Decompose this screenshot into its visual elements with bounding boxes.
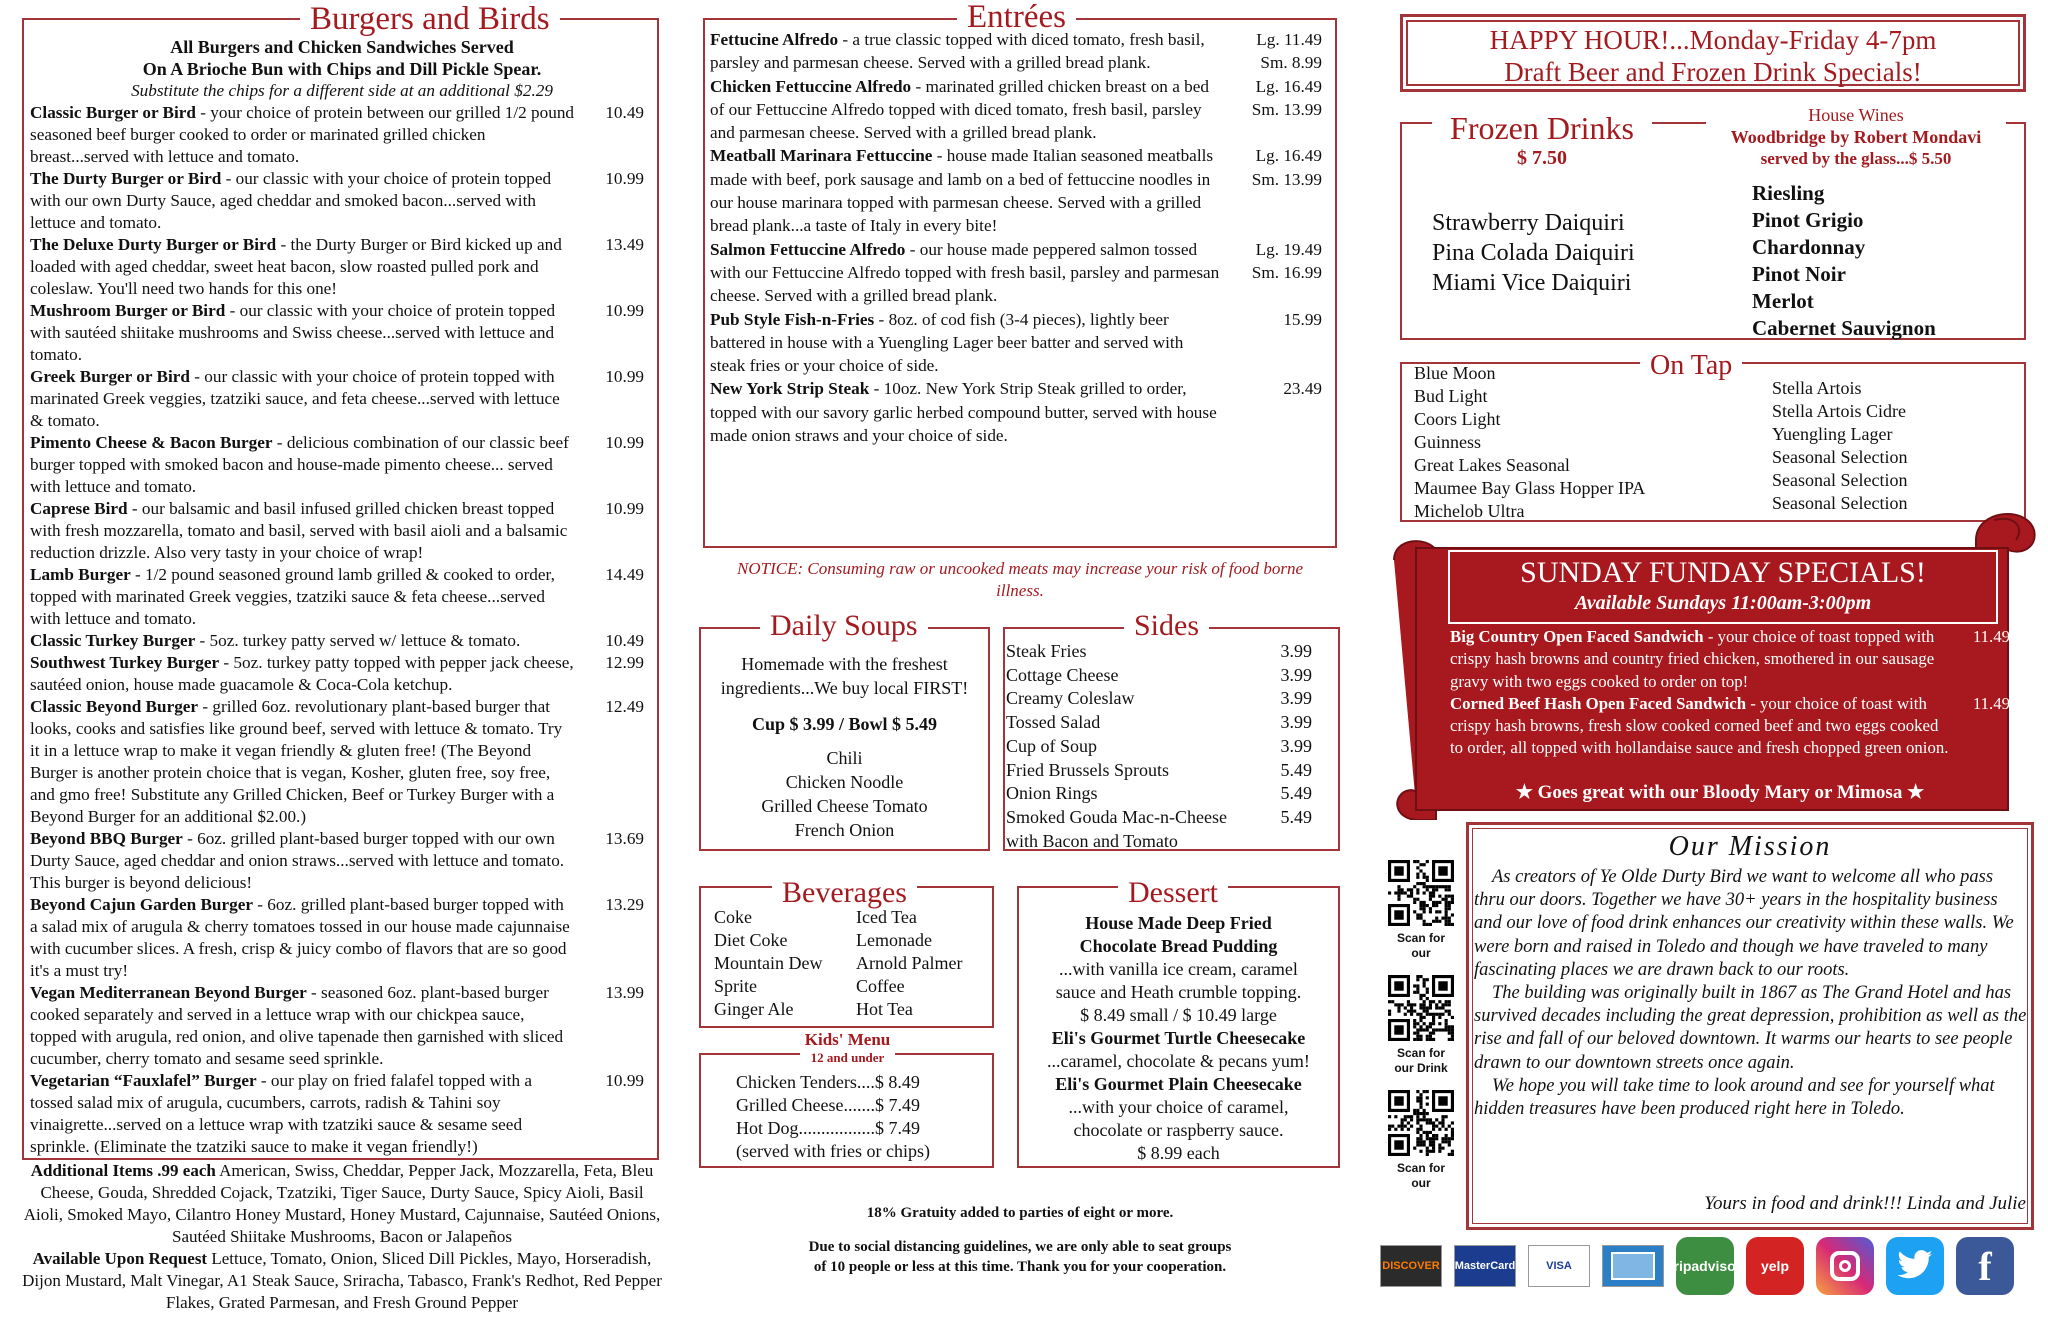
burger-price: 10.49 (605, 631, 644, 650)
beverage-item: Coke (714, 907, 752, 927)
yelp-label: yelp (1760, 1258, 1789, 1274)
sunday-item-name: Corned Beef Hash Open Faced Sandwich (1450, 693, 1747, 713)
burger-desc: - your choice of protein between our grilled 1/2 pound seasoned beef burger cooked to order or marinated grilled chicken breast...served with lettuce and tomato. (30, 103, 575, 166)
side-list (1006, 640, 1334, 853)
additional-items (22, 1160, 662, 1314)
burger-price: 10.99 (605, 367, 644, 386)
tap-item: Blue Moon (1414, 363, 1496, 383)
tap-col-2 (1772, 377, 2012, 515)
sunday-header (1448, 556, 1998, 616)
qr-label: Scan for (1396, 1161, 1445, 1175)
burger-price: 10.99 (605, 301, 644, 320)
entree-desc: - a true classic topped with diced tomato, fresh basil, parsley and parmesan cheese. Served with a grilled bread plank. (710, 30, 1205, 73)
dessert-line: House Made Deep Fried (1085, 913, 1272, 933)
soups-intro: Homemade with the freshest ingredients...We buy local FIRST! (720, 654, 969, 698)
beverage-item: Iced Tea (856, 907, 917, 927)
side-item (1006, 735, 1334, 759)
entree-list (710, 28, 1332, 447)
entree-price-large: 23.49 (1283, 379, 1322, 399)
burger-desc: - our classic with your choice of protein topped with sautéed shiitake mushrooms and Swiss cheese...served with lettuce and tomato. (30, 301, 556, 364)
burger-item (30, 300, 654, 366)
burger-name: Classic Turkey Burger (30, 631, 196, 650)
burger-price: 10.49 (605, 103, 644, 122)
beverage-item: Coffee (856, 976, 905, 996)
wine-item: Cabernet Sauvignon (1752, 316, 1936, 340)
side-name: Tossed Salad (1006, 712, 1101, 733)
entree-desc: - our house made peppered salmon tossed with our Fettuccine Alfredo topped with fresh basil, parsley and parmesan cheese. Served with a grilled bread plank. (710, 239, 1220, 306)
burger-name: Beyond Cajun Garden Burger (30, 895, 253, 914)
qr-code-icon[interactable] (1388, 975, 1454, 1041)
side-name: with Bacon and Tomato (1006, 830, 1178, 851)
qr-label: Scan for (1396, 1046, 1445, 1060)
icon-row (1380, 1236, 2030, 1296)
request-label: Available Upon Request (32, 1249, 208, 1268)
entree-item (710, 377, 1332, 447)
dessert-line: Eli's Gourmet Turtle Cheesecake (1051, 1028, 1306, 1048)
on-tap-title: On Tap (1640, 349, 1742, 383)
qr-code-icon[interactable] (1388, 1090, 1454, 1156)
qr-code-block[interactable] (1384, 860, 1458, 961)
tap-item: Seasonal Selection (1772, 447, 1908, 467)
tap-item: Seasonal Selection (1772, 493, 1908, 513)
entree-price (1283, 308, 1322, 331)
wines-header (1706, 104, 2006, 169)
soups-title: Daily Soups (760, 609, 928, 643)
burger-item (30, 1070, 654, 1158)
entree-name: Chicken Fettuccine Alfredo (710, 76, 912, 96)
beverage-item: Sprite (714, 976, 757, 996)
mission-text (1474, 866, 2028, 1121)
entree-desc: - house made Italian seasoned meatballs made with beef, pork sausage and lamb on a bed of fettuccine noodles in our house marinara topped with parmesan cheese. Served with a grilled bread plank...a taste of Italy in every bite! (710, 146, 1214, 236)
sunday-item (1450, 626, 2022, 693)
side-price: 5.49 (1280, 806, 1312, 827)
discover-icon[interactable] (1380, 1245, 1442, 1287)
burger-desc: - our classic with your choice of protein topped with our own Durty Sauce, aged cheddar and smoked bacon...served with lettuce and tomato. (30, 169, 552, 232)
burger-price: 12.99 (605, 653, 644, 672)
burger-price: 14.49 (605, 565, 644, 584)
mission-paragraph: We hope you will take time to look around and see for yourself what hidden treasures have been produced right here in Toledo. (1474, 1075, 1995, 1120)
entree-item (710, 75, 1332, 145)
sunday-subtitle: Available Sundays 11:00am-3:00pm (1574, 592, 1872, 614)
burgers-intro-2: On A Brioche Bun with Chips and Dill Pickle Spear. (142, 59, 542, 79)
mastercard-label: MasterCard (1454, 1260, 1516, 1272)
entree-price (1283, 377, 1322, 400)
dessert-line: Chocolate Bread Pudding (1079, 936, 1278, 956)
side-item (1006, 806, 1334, 830)
dessert-line: chocolate or raspberry sauce. (1073, 1120, 1284, 1140)
side-name: Steak Fries (1006, 641, 1087, 661)
entree-desc: - marinated grilled chicken breast on a bed of our Fettuccine Alfredo topped with diced tomato, fresh basil, parsley and parmesan cheese. Served with a grilled bread plank. (710, 76, 1209, 143)
burger-item (30, 102, 654, 168)
beverage-item: Ginger Ale (714, 999, 794, 1019)
burger-name: Classic Beyond Burger (30, 697, 199, 716)
burger-price: 13.69 (605, 829, 644, 848)
burger-desc: - our play on fried falafel topped with a tossed salad mix of arugula, cucumbers, carrots, radish & Tahini soy vinaigrette...served on a lettuce wrap with tzatziki sauce & sesame seed sprinkle. (Eliminate the tzatziki sauce to make it vegan friendly!) (30, 1071, 532, 1156)
entree-desc: - 8oz. of cod fish (3-4 pieces), lightly beer battered in house with a Yuengling Lager beer batter and served with steak fries or your choice of side. (710, 309, 1184, 376)
frozen-list (1432, 208, 1712, 298)
entree-item (710, 308, 1332, 378)
beverage-item: Arnold Palmer (856, 953, 963, 973)
happy-hour-line-1: HAPPY HOUR!...Monday-Friday 4-7pm (1489, 25, 1937, 55)
dessert-list (1020, 912, 1337, 1165)
side-item (1006, 687, 1334, 711)
entree-item (710, 28, 1332, 75)
burger-item (30, 168, 654, 234)
request-text: Lettuce, Tomato, Onion, Sliced Dill Pickles, Mayo, Horseradish, Dijon Mustard, Malt Vinegar, A1 Steak Sauce, Sriracha, Tabasco, Frank's Redhot, Red Pepper Flakes, Grated Parmesan, and Fresh Ground Pepper (22, 1249, 662, 1312)
tap-item: Great Lakes Seasonal (1414, 455, 1570, 475)
burger-item (30, 366, 654, 432)
qr-label: our (1411, 946, 1431, 960)
burger-name: Mushroom Burger or Bird (30, 301, 226, 320)
side-name: Cottage Cheese (1006, 664, 1119, 685)
dessert-line: ...with your choice of caramel, (1068, 1097, 1289, 1117)
burgers-intro-1: All Burgers and Chicken Sandwiches Served (170, 37, 514, 57)
sunday-item-price: 11.49 (1972, 693, 2010, 713)
facebook-label: f (1978, 1243, 1992, 1289)
burger-item (30, 498, 654, 564)
burger-item (30, 894, 654, 982)
burger-item (30, 696, 654, 828)
burger-desc: - 5oz. turkey patty topped with pepper jack cheese, sautéed onion, house made guacamole & Coca-Cola ketchup. (30, 653, 574, 694)
entree-name: New York Strip Steak (710, 379, 870, 399)
entree-name: Pub Style Fish-n-Fries (710, 309, 875, 329)
burger-name: Lamb Burger (30, 565, 131, 584)
beverages-title: Beverages (772, 876, 917, 910)
qr-code-block[interactable] (1384, 1090, 1458, 1191)
burger-item (30, 828, 654, 894)
burger-name: Southwest Turkey Burger (30, 653, 220, 672)
amex-icon[interactable] (1602, 1245, 1664, 1287)
entree-price (1252, 238, 1322, 285)
wine-item: Merlot (1752, 289, 1814, 313)
gratuity-note: 18% Gratuity added to parties of eight or more. (866, 1205, 1174, 1221)
kids-item: Grilled Cheese.......$ 7.49 (736, 1095, 920, 1115)
visa-label: VISA (1546, 1260, 1572, 1272)
burger-name: Caprese Bird (30, 499, 128, 518)
entree-price-large: Lg. 16.49 (1255, 146, 1322, 166)
burger-desc: - 5oz. turkey patty served w/ lettuce & tomato. (195, 631, 521, 650)
side-name: Fried Brussels Sprouts (1006, 759, 1170, 780)
entree-price-large: Lg. 19.49 (1255, 239, 1322, 259)
burger-desc: - seasoned 6oz. plant-based burger cooked separately and served in a lettuce wrap with our chickpea sauce, topped with arugula, red onion, and olive tapenade then garnished with sliced cucumber, cherry tomato and sesame seed sprinkle. (30, 983, 564, 1068)
dessert-line: $ 8.49 small / $ 10.49 large (1080, 1005, 1277, 1025)
notice: NOTICE: Consuming raw or uncooked meats may increase your risk of food borne illness. (737, 559, 1303, 600)
burgers-title: Burgers and Birds (300, 2, 560, 36)
side-item (1006, 640, 1334, 664)
burger-item (30, 564, 654, 630)
qr-label: our (1411, 1176, 1431, 1190)
entree-name: Meatball Marinara Fettuccine (710, 146, 933, 166)
wine-item: Chardonnay (1752, 235, 1866, 259)
tap-item: Stella Artois Cidre (1772, 401, 1906, 421)
entree-name: Fettucine Alfredo (710, 30, 839, 49)
side-name: Creamy Coleslaw (1006, 688, 1135, 709)
entree-price-small: Sm. 13.99 (1251, 169, 1322, 189)
frozen-price: $ 7.50 (1517, 147, 1567, 169)
burger-price: 10.99 (605, 499, 644, 518)
burger-desc: - the Durty Burger or Bird kicked up and loaded with aged cheddar, sweet heat bacon, slow roasted pulled pork and coleslaw. You'll need two hands for this one! (30, 235, 562, 298)
additional-label: Additional Items .99 each (30, 1161, 216, 1180)
qr-code-icon[interactable] (1388, 860, 1454, 926)
tap-item: Yuengling Lager (1772, 424, 1893, 444)
entree-price (1256, 28, 1322, 75)
burger-item (30, 652, 654, 696)
burger-name: Beyond BBQ Burger (30, 829, 183, 848)
burger-desc: - 1/2 pound seasoned ground lamb grilled & cooked to order, topped with marinated Greek veggies, tzatziki sauce & feta cheese...served with lettuce and tomato. (30, 565, 555, 628)
burger-price: 13.99 (605, 983, 644, 1002)
side-name: Cup of Soup (1006, 735, 1098, 756)
entree-price-small: Sm. 13.99 (1251, 99, 1322, 119)
qr-code-block[interactable] (1384, 975, 1458, 1076)
tap-item: Coors Light (1414, 409, 1501, 429)
mission-paragraph: As creators of Ye Olde Durty Bird we want to welcome all who pass thru our doors. Together we have 30+ years in the hospitality business and our love of food drink enhances our creativity within these walls. We were born and raised in Toledo and though we have traveled to many fascinating places we are drawn back to our roots. (1474, 867, 2014, 980)
side-item (1006, 759, 1334, 783)
burger-price: 10.99 (605, 1071, 644, 1090)
wines-line-3: served by the glass...$ 5.50 (1760, 149, 1952, 168)
beverage-item: Hot Tea (856, 999, 913, 1019)
tripadvisor-label: tripadvisor (1668, 1258, 1742, 1274)
burger-price: 12.49 (605, 697, 644, 716)
burger-desc: - our balsamic and basil infused grilled chicken breast topped with fresh mozzarella, tomato and basil, served with basil aioli and a balsamic reduction drizzle. Also very tasty in your choice of wrap! (30, 499, 568, 562)
sunday-item (1450, 693, 2022, 760)
mission-paragraph: The building was originally built in 1867 as The Grand Hotel and has survived decades including the great depression, prohibition as well as the rise and fall of our beloved downtown. It warms our hearts to see people drawn to our downtown streets once again. (1474, 983, 2027, 1073)
wines-title: House Wines (1808, 105, 1904, 125)
entrees-title: Entrées (957, 0, 1076, 34)
tap-item: Bud Light (1414, 386, 1488, 406)
sunday-title: SUNDAY FUNDAY SPECIALS! (1520, 556, 1926, 589)
soup-item: French Onion (794, 820, 895, 840)
frozen-title: Frozen Drinks (1450, 110, 1634, 146)
burger-item (30, 432, 654, 498)
side-price: 3.99 (1280, 712, 1312, 733)
sunday-item-price: 11.49 (1972, 627, 2010, 646)
beverage-item: Lemonade (856, 930, 932, 950)
twitter-icon[interactable] (1886, 1237, 1944, 1295)
entree-price-large: Lg. 11.49 (1256, 30, 1322, 49)
dessert-line: Eli's Gourmet Plain Cheesecake (1055, 1074, 1302, 1094)
burger-desc: - our classic with your choice of protein topped with marinated Greek veggies, tzatziki sauce, and feta cheese...served with lettuce & tomato. (30, 367, 560, 430)
kids-item: Chicken Tenders....$ 8.49 (736, 1072, 920, 1092)
dessert-line: ...caramel, chocolate & pecans yum! (1047, 1051, 1310, 1071)
beverage-col-2 (856, 906, 962, 1021)
sunday-footer: ★ Goes great with our Bloody Mary or Mimosa ★ (1515, 782, 1925, 803)
tap-col-1 (1414, 362, 1714, 523)
side-name: Smoked Gouda Mac-n-Cheese (1006, 806, 1227, 827)
qr-label: Scan for (1396, 931, 1445, 945)
entree-price-large: Lg. 16.49 (1255, 76, 1322, 96)
wine-item: Riesling (1752, 181, 1825, 205)
burger-name: Classic Burger or Bird (30, 103, 196, 122)
burgers-intro-3: Substitute the chips for a different side at an additional $2.29 (131, 81, 553, 100)
additional-text: American, Swiss, Cheddar, Pepper Jack, Mozzarella, Feta, Bleu Cheese, Gouda, Shredded Cojack, Tzatziki, Tiger Sauce, Durty Sauce, Spicy Aioli, Basil Aioli, Smoked Mayo, Cilantro Honey Mustard, Honey Mustard, Cajunnaise, Sautéed Onions, Sautéed Shiitake Mushrooms, Bacon or Jalapeños (23, 1161, 661, 1246)
frozen-item: Pina Colada Daiquiri (1432, 240, 1635, 266)
wine-item: Pinot Noir (1752, 262, 1846, 286)
burger-name: Greek Burger or Bird (30, 367, 190, 386)
qr-column (1384, 860, 1458, 1205)
side-price: 3.99 (1280, 641, 1312, 661)
side-price: 3.99 (1280, 735, 1312, 756)
dessert-title: Dessert (1118, 876, 1228, 910)
kids-item: Hot Dog.................$ 7.49 (736, 1118, 920, 1138)
burger-name: Pimento Cheese & Bacon Burger (30, 433, 273, 452)
entree-price-small: Sm. 16.99 (1251, 262, 1322, 282)
tap-item: Guinness (1414, 432, 1481, 452)
entree-item (710, 238, 1332, 308)
burger-price: 10.99 (605, 433, 644, 452)
mastercard-icon[interactable] (1454, 1245, 1516, 1287)
happy-hour-inner (1406, 20, 2020, 86)
beverage-item: Diet Coke (714, 930, 788, 950)
instagram-icon[interactable] (1816, 1237, 1874, 1295)
tap-item: Seasonal Selection (1772, 470, 1908, 490)
tap-item: Michelob Ultra (1414, 501, 1525, 521)
burger-desc: - 6oz. grilled plant-based burger topped with our own Durty Sauce, aged cheddar and onion straws...served with lettuce and tomato. This burger is beyond delicious! (30, 829, 565, 892)
discover-label: DISCOVER (1382, 1260, 1440, 1272)
soups-price: Cup $ 3.99 / Bowl $ 5.49 (751, 714, 938, 734)
mission-title: Our Mission (1668, 831, 1832, 862)
soup-item: Chili (826, 748, 863, 768)
burger-price: 13.49 (605, 235, 644, 254)
visa-icon[interactable] (1528, 1245, 1590, 1287)
burger-desc: - 6oz. grilled plant-based burger topped with a salad mix of arugula & cherry tomatoes tossed in our house made cajunnaise with cucumber slices. A fresh, crisp & juicy combo of flavors that are so good it's a must try! (30, 895, 570, 980)
burger-price: 10.99 (605, 169, 644, 188)
happy-hour-box (1400, 14, 2026, 92)
dessert-line: $ 8.99 each (1137, 1143, 1220, 1163)
frozen-item: Miami Vice Daiquiri (1432, 270, 1632, 296)
kids-list (736, 1071, 976, 1140)
entree-desc: - 10oz. New York Strip Steak grilled to order, topped with our savory garlic herbed compound butter, served with house made onion straws and your choice of side. (710, 379, 1217, 446)
wine-item: Pinot Grigio (1752, 208, 1864, 232)
burger-price: 13.29 (605, 895, 644, 914)
mission-signature: Yours in food and drink!!! Linda and Julie (1704, 1193, 2026, 1214)
burger-item (30, 982, 654, 1070)
distancing-note (700, 1237, 1340, 1277)
soup-item: Chicken Noodle (785, 772, 904, 792)
sunday-list (1450, 626, 2022, 760)
yelp-icon[interactable] (1746, 1237, 1804, 1295)
kids-note: (served with fries or chips) (736, 1141, 930, 1161)
soups-content (702, 652, 987, 842)
qr-label: our Drink (1394, 1061, 1448, 1075)
entree-price (1252, 75, 1322, 122)
burger-desc: - delicious combination of our classic beef burger topped with smoked bacon and house-made pimento cheese... served with lettuce and tomato. (30, 433, 569, 496)
side-item (1006, 664, 1334, 688)
kids-header (800, 1030, 895, 1065)
soup-item: Grilled Cheese Tomato (761, 796, 928, 816)
tap-item: Maumee Bay Glass Hopper IPA (1414, 478, 1646, 498)
side-item (1006, 830, 1334, 854)
distancing-line-2: of 10 people or less at this time. Thank you for your cooperation. (813, 1259, 1227, 1275)
burger-name: The Durty Burger or Bird (30, 169, 222, 188)
sunday-item-name: Big Country Open Faced Sandwich (1450, 627, 1704, 646)
entree-price (1252, 144, 1322, 191)
side-price: 3.99 (1280, 664, 1312, 685)
side-price: 3.99 (1280, 688, 1312, 709)
happy-hour-line-2: Draft Beer and Frozen Drink Specials! (1504, 57, 1922, 87)
burger-item (30, 630, 654, 652)
frozen-item: Strawberry Daiquiri (1432, 210, 1625, 236)
burger-desc: - grilled 6oz. revolutionary plant-based burger that looks, cooks and satisfies like ground beef, served with lettuce & tomato. Try it in a lettuce wrap to make it vegan friendly & gluten free! (The Beyond Burger is another protein choice that is vegan, Kosher, gluten free, soy free, and gmo free! Substitute any Grilled Chicken, Beef or Turkey Burger with a Beyond Burger for an additional $2.00.) (30, 697, 563, 826)
tripadvisor-icon[interactable] (1668, 1237, 1742, 1295)
entree-name: Salmon Fettuccine Alfredo (710, 239, 906, 259)
side-name: Onion Rings (1006, 783, 1098, 804)
beverage-col-1 (714, 906, 822, 1021)
tap-item: Stella Artois (1772, 378, 1862, 398)
dessert-line: ...with vanilla ice cream, caramel (1059, 959, 1298, 979)
burger-list (30, 102, 654, 1158)
soup-list (702, 746, 987, 842)
facebook-icon[interactable] (1956, 1237, 2014, 1295)
side-price: 5.49 (1280, 783, 1312, 804)
burger-name: Vegan Mediterranean Beyond Burger (30, 983, 307, 1002)
burger-name: Vegetarian “Fauxlafel” Burger (30, 1071, 257, 1090)
kids-content (736, 1071, 976, 1163)
kids-title: Kids' Menu (804, 1030, 891, 1049)
distancing-line-1: Due to social distancing guidelines, we are only able to seat groups (808, 1239, 1232, 1255)
entree-price-small: Sm. 8.99 (1260, 53, 1322, 73)
sunday-item-desc: - your choice of toast with crispy hash browns, fresh slow cooked corned beef and two eggs cooked to order, all topped with hollandaise sauce and fresh chopped green onion. (1450, 693, 1949, 758)
side-item (1006, 782, 1334, 806)
sunday-item-desc: - your choice of toast topped with crispy hash browns and country fried chicken, smothered in our sausage gravy with two eggs cooked to order on top! (1450, 627, 1935, 691)
burger-item (30, 234, 654, 300)
burger-name: The Deluxe Durty Burger or Bird (30, 235, 277, 254)
kids-subtitle: 12 and under (810, 1050, 885, 1065)
side-price: 5.49 (1280, 759, 1312, 780)
entree-price-large: 15.99 (1283, 309, 1322, 329)
wine-list (1752, 180, 2012, 342)
wines-line-2: Woodbridge by Robert Mondavi (1730, 127, 1982, 147)
frozen-header (1432, 110, 1652, 170)
entree-item (710, 144, 1332, 237)
sides-title: Sides (1124, 609, 1209, 643)
burgers-content (30, 36, 654, 1158)
dessert-line: sauce and Heath crumble topping. (1055, 982, 1302, 1002)
side-item (1006, 711, 1334, 735)
beverage-item: Mountain Dew (714, 953, 823, 973)
